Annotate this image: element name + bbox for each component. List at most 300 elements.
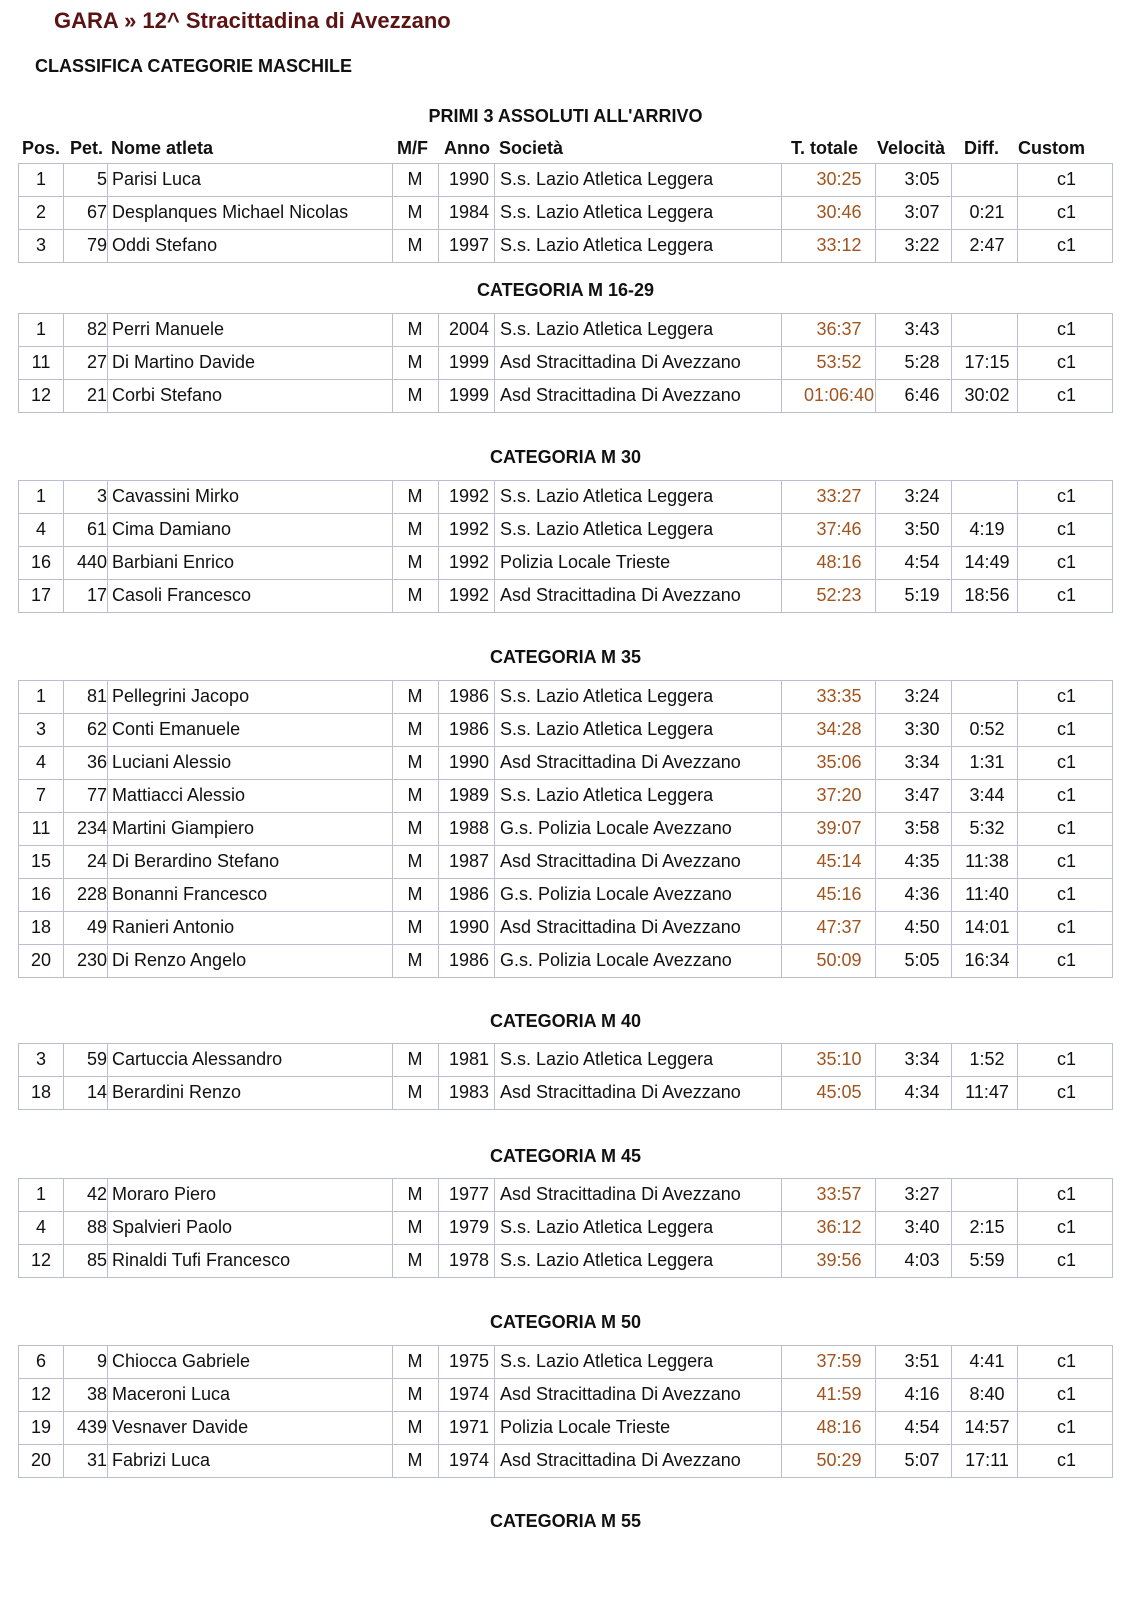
cell-divider [951,1445,952,1477]
cell-divider [781,547,782,579]
cell-divider [951,580,952,612]
cell-pos: 1 [35,686,46,706]
cell-divider [781,747,782,779]
cell-societa: Asd Stracittadina Di Avezzano [500,1082,741,1102]
cell-vel: 3:34 [904,752,940,772]
cell-mf: M [407,1351,423,1371]
cell-anno: 1977 [448,1184,490,1204]
cell-custom: c1 [1056,719,1076,739]
cell-divider [63,879,64,911]
cell-vel: 5:19 [904,585,940,605]
cell-divider [63,481,64,513]
cell-diff: 5:32 [969,818,1005,838]
cell-pos: 4 [35,1217,46,1237]
cell-custom: c1 [1056,585,1076,605]
cell-vel: 4:50 [904,917,940,937]
cell-societa: S.s. Lazio Atletica Leggera [500,169,714,189]
cell-vel: 3:51 [904,1351,940,1371]
cell-diff: 17:11 [965,1450,1009,1470]
cell-time: 45:16 [816,884,862,904]
cell-divider [392,1077,393,1109]
table-row [19,845,1112,878]
cell-divider [951,1212,952,1244]
table-row [19,713,1112,746]
cell-mf: M [407,519,423,539]
cell-time: 35:06 [816,752,862,772]
category-title: PRIMI 3 ASSOLUTI ALL'ARRIVO [428,106,703,126]
table-row [19,164,1112,196]
cell-divider [438,580,439,612]
cell-pet: 85 [86,1250,107,1270]
cell-divider [438,197,439,229]
cell-societa: Asd Stracittadina Di Avezzano [500,385,741,405]
cell-pet: 31 [86,1450,107,1470]
cell-anno: 1992 [448,519,490,539]
cell-vel: 3:24 [904,686,940,706]
cell-time: 35:10 [816,1049,862,1069]
cell-diff: 11:40 [965,884,1009,904]
cell-diff: 14:57 [964,1417,1010,1437]
cell-divider [494,347,495,379]
cell-divider [63,714,64,746]
cell-pet: 67 [86,202,107,222]
cell-divider [438,347,439,379]
cell-divider [107,1245,108,1277]
cell-diff: 14:49 [964,552,1010,572]
cell-divider [107,580,108,612]
cell-custom: c1 [1056,519,1076,539]
cell-pos: 1 [35,1184,46,1204]
results-table [18,163,1113,263]
cell-pet: 14 [86,1082,107,1102]
cell-diff: 4:41 [969,1351,1005,1371]
cell-divider [392,945,393,977]
table-row [19,481,1112,513]
cell-time: 50:09 [816,950,862,970]
results-table [18,480,1113,613]
cell-societa: S.s. Lazio Atletica Leggera [500,486,714,506]
cell-diff: 0:21 [969,202,1005,222]
cell-divider [107,1179,108,1211]
category-title: CATEGORIA M 30 [489,447,641,467]
cell-name: Di Martino Davide [112,352,256,372]
cell-divider [63,681,64,713]
cell-divider [392,230,393,262]
cell-divider [438,1179,439,1211]
cell-vel: 5:05 [904,950,940,970]
cell-divider [781,1245,782,1277]
cell-divider [107,714,108,746]
table-row [19,196,1112,229]
cell-pet: 17 [86,585,107,605]
cell-vel: 5:28 [904,352,940,372]
cell-time: 45:14 [816,851,862,871]
cell-divider [494,1212,495,1244]
cell-divider [63,230,64,262]
results-table [18,1345,1113,1478]
cell-societa: Asd Stracittadina Di Avezzano [500,752,741,772]
cell-divider [392,747,393,779]
cell-societa: S.s. Lazio Atletica Leggera [500,235,714,255]
cell-divider [781,514,782,546]
cell-time: 52:23 [816,585,862,605]
cell-divider [951,481,952,513]
cell-divider [494,813,495,845]
cell-societa: S.s. Lazio Atletica Leggera [500,1351,714,1371]
cell-divider [438,481,439,513]
cell-custom: c1 [1056,686,1076,706]
cell-pet: 5 [96,169,107,189]
cell-divider [63,1346,64,1378]
table-row [19,812,1112,845]
cell-divider [494,846,495,878]
cell-name: Spalvieri Paolo [112,1217,233,1237]
cell-name: Rinaldi Tufi Francesco [112,1250,291,1270]
cell-divider [392,1412,393,1444]
cell-mf: M [407,552,423,572]
cell-name: Pellegrini Jacopo [112,686,250,706]
cell-vel: 4:54 [904,1417,940,1437]
cell-divider [438,314,439,346]
column-header-diff: Diff. [964,138,999,158]
table-row [19,1378,1112,1411]
cell-pos: 1 [35,169,46,189]
cell-divider [1017,681,1018,713]
cell-divider [63,1379,64,1411]
cell-pos: 12 [30,1384,52,1404]
cell-diff: 11:47 [965,1082,1009,1102]
cell-divider [392,846,393,878]
cell-mf: M [407,1250,423,1270]
cell-mf: M [407,719,423,739]
cell-diff: 14:01 [964,917,1010,937]
cell-divider [438,846,439,878]
cell-divider [494,314,495,346]
cell-anno: 1986 [448,719,490,739]
cell-divider [781,580,782,612]
cell-vel: 3:40 [904,1217,940,1237]
cell-divider [781,714,782,746]
cell-divider [63,912,64,944]
cell-divider [63,580,64,612]
cell-mf: M [407,385,423,405]
cell-divider [1017,481,1018,513]
table-row [19,1346,1112,1378]
cell-custom: c1 [1056,851,1076,871]
cell-anno: 1979 [448,1217,490,1237]
cell-custom: c1 [1056,169,1076,189]
cell-vel: 3:27 [904,1184,940,1204]
cell-diff: 2:15 [969,1217,1005,1237]
cell-pos: 17 [30,585,52,605]
cell-divider [63,780,64,812]
cell-time: 53:52 [816,352,862,372]
cell-divider [438,945,439,977]
table-row [19,1444,1112,1477]
cell-divider [438,1212,439,1244]
cell-divider [951,197,952,229]
cell-divider [494,1044,495,1076]
cell-divider [392,1245,393,1277]
results-table [18,680,1113,978]
cell-pet: 230 [76,950,107,970]
cell-pos: 18 [30,1082,52,1102]
cell-mf: M [407,352,423,372]
table-row [19,746,1112,779]
cell-pet: 38 [86,1384,107,1404]
cell-divider [63,380,64,412]
results-table [18,1043,1113,1110]
cell-societa: Asd Stracittadina Di Avezzano [500,1384,741,1404]
cell-divider [392,1179,393,1211]
cell-mf: M [407,950,423,970]
cell-divider [63,347,64,379]
cell-societa: S.s. Lazio Atletica Leggera [500,785,714,805]
cell-pos: 15 [30,851,52,871]
table-row [19,1044,1112,1076]
cell-divider [781,1179,782,1211]
cell-pet: 59 [86,1049,107,1069]
cell-diff: 3:44 [969,785,1005,805]
cell-pet: 27 [86,352,107,372]
cell-custom: c1 [1056,950,1076,970]
cell-societa: Asd Stracittadina Di Avezzano [500,1450,741,1470]
cell-name: Conti Emanuele [112,719,241,739]
cell-vel: 3:05 [904,169,940,189]
cell-divider [392,481,393,513]
cell-time: 39:07 [816,818,862,838]
cell-pet: 82 [86,319,107,339]
cell-mf: M [407,884,423,904]
cell-divider [781,1412,782,1444]
cell-divider [438,1077,439,1109]
cell-divider [438,547,439,579]
cell-divider [494,747,495,779]
cell-divider [781,1379,782,1411]
category-title: CATEGORIA M 50 [489,1312,641,1332]
cell-pos: 11 [31,352,51,372]
cell-name: Vesnaver Davide [112,1417,249,1437]
cell-vel: 3:07 [904,202,940,222]
column-header-name: Nome atleta [111,138,214,158]
cell-name: Maceroni Luca [112,1384,231,1404]
cell-divider [494,1346,495,1378]
cell-divider [438,230,439,262]
cell-vel: 3:24 [904,486,940,506]
cell-vel: 3:43 [904,319,940,339]
cell-pet: 24 [86,851,107,871]
cell-divider [951,714,952,746]
cell-custom: c1 [1056,202,1076,222]
cell-divider [63,1044,64,1076]
cell-divider [438,1044,439,1076]
cell-societa: S.s. Lazio Atletica Leggera [500,686,714,706]
cell-name: Moraro Piero [112,1184,217,1204]
cell-name: Fabrizi Luca [112,1450,211,1470]
cell-mf: M [407,319,423,339]
cell-mf: M [407,752,423,772]
cell-divider [107,197,108,229]
cell-diff: 1:52 [969,1049,1005,1069]
cell-divider [781,230,782,262]
cell-divider [107,681,108,713]
cell-vel: 6:46 [904,385,940,405]
cell-custom: c1 [1056,1184,1076,1204]
cell-name: Cartuccia Alessandro [112,1049,283,1069]
cell-divider [392,380,393,412]
table-row [19,1076,1112,1109]
cell-divider [63,197,64,229]
cell-time: 50:29 [816,1450,862,1470]
cell-societa: G.s. Polizia Locale Avezzano [500,818,732,838]
cell-divider [781,813,782,845]
cell-name: Casoli Francesco [112,585,252,605]
cell-pos: 1 [35,319,46,339]
cell-mf: M [407,686,423,706]
cell-societa: Polizia Locale Trieste [500,1417,671,1437]
cell-pos: 2 [35,202,46,222]
cell-divider [781,945,782,977]
cell-vel: 5:07 [904,1450,940,1470]
cell-mf: M [407,1184,423,1204]
cell-divider [494,780,495,812]
cell-vel: 3:47 [904,785,940,805]
cell-divider [438,1412,439,1444]
cell-divider [63,1245,64,1277]
cell-name: Desplanques Michael Nicolas [112,202,349,222]
cell-name: Bonanni Francesco [112,884,268,904]
cell-name: Luciani Alessio [112,752,232,772]
cell-diff: 4:19 [969,519,1005,539]
cell-divider [494,580,495,612]
cell-divider [781,879,782,911]
cell-divider [494,1445,495,1477]
cell-time: 33:27 [816,486,862,506]
cell-divider [438,714,439,746]
category-title: CATEGORIA M 35 [489,647,641,667]
cell-anno: 1992 [448,552,490,572]
cell-pet: 3 [96,486,107,506]
cell-anno: 1992 [448,486,490,506]
cell-divider [392,813,393,845]
cell-divider [392,514,393,546]
cell-anno: 1974 [448,1384,490,1404]
cell-time: 48:16 [816,552,862,572]
cell-vel: 4:36 [904,884,940,904]
cell-divider [107,1212,108,1244]
cell-societa: Asd Stracittadina Di Avezzano [500,851,741,871]
cell-name: Berardini Renzo [112,1082,242,1102]
cell-name: Cima Damiano [112,519,232,539]
cell-time: 34:28 [816,719,862,739]
cell-divider [781,780,782,812]
cell-divider [438,681,439,713]
cell-pet: 88 [86,1217,107,1237]
table-row [19,579,1112,612]
cell-anno: 1983 [448,1082,490,1102]
cell-time: 41:59 [816,1384,862,1404]
cell-anno: 1990 [448,752,490,772]
cell-custom: c1 [1056,752,1076,772]
column-header-vel: Velocità [877,138,946,158]
table-row [19,1179,1112,1211]
cell-societa: S.s. Lazio Atletica Leggera [500,519,714,539]
cell-divider [63,1179,64,1211]
cell-divider [438,747,439,779]
cell-custom: c1 [1056,884,1076,904]
cell-custom: c1 [1056,1384,1076,1404]
cell-custom: c1 [1056,235,1076,255]
cell-divider [781,1044,782,1076]
cell-diff: 11:38 [965,851,1009,871]
cell-divider [438,780,439,812]
cell-divider [392,1346,393,1378]
cell-pet: 234 [76,818,107,838]
cell-pet: 81 [86,686,107,706]
table-row [19,944,1112,977]
table-row [19,779,1112,812]
cell-divider [438,1245,439,1277]
cell-divider [438,879,439,911]
cell-mf: M [407,486,423,506]
cell-pet: 61 [86,519,107,539]
table-row [19,878,1112,911]
cell-vel: 4:54 [904,552,940,572]
cell-vel: 4:16 [904,1384,940,1404]
cell-divider [951,1412,952,1444]
cell-mf: M [407,235,423,255]
cell-pos: 1 [35,486,46,506]
cell-vel: 4:03 [904,1250,940,1270]
cell-custom: c1 [1056,385,1076,405]
cell-divider [494,197,495,229]
cell-divider [951,1077,952,1109]
cell-diff: 16:34 [964,950,1010,970]
cell-societa: S.s. Lazio Atletica Leggera [500,1250,714,1270]
cell-divider [438,813,439,845]
cell-divider [494,912,495,944]
cell-anno: 1992 [448,585,490,605]
cell-mf: M [407,1450,423,1470]
cell-divider [63,945,64,977]
cell-divider [951,1044,952,1076]
cell-divider [781,1212,782,1244]
cell-time: 33:57 [816,1184,862,1204]
cell-vel: 3:34 [904,1049,940,1069]
cell-pos: 3 [35,235,46,255]
column-header-anno: Anno [444,138,490,158]
cell-divider [63,514,64,546]
cell-divider [392,681,393,713]
cell-pet: 49 [86,917,107,937]
cell-custom: c1 [1056,1082,1076,1102]
cell-divider [392,197,393,229]
cell-divider [107,481,108,513]
cell-anno: 1988 [448,818,490,838]
cell-anno: 1984 [448,202,490,222]
cell-mf: M [407,785,423,805]
cell-custom: c1 [1056,1250,1076,1270]
cell-divider [781,1077,782,1109]
cell-diff: 5:59 [969,1250,1005,1270]
cell-divider [438,1445,439,1477]
page-subtitle: CLASSIFICA CATEGORIE MASCHILE [35,56,353,76]
table-row [19,1244,1112,1277]
cell-divider [781,164,782,196]
table-row [19,1411,1112,1444]
cell-divider [781,1346,782,1378]
cell-divider [392,879,393,911]
